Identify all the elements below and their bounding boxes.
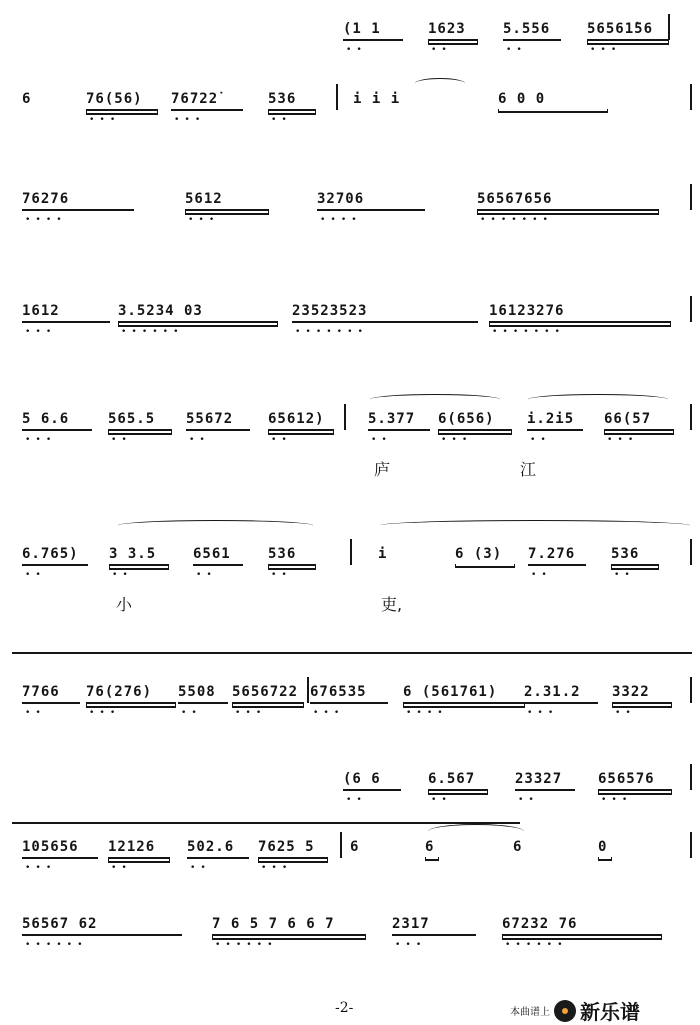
octave-dots: ••: [111, 435, 132, 445]
octave-dots: •••: [188, 215, 220, 225]
note-group: 7 6 5 7 6 6 7: [212, 915, 366, 936]
note-group: i: [378, 546, 388, 562]
note-group: 565.5: [108, 410, 172, 431]
score-line: [0, 190, 700, 225]
note-group: (1 1: [343, 20, 403, 41]
bar-line: [340, 832, 342, 858]
octave-dots: ••••••: [505, 940, 568, 950]
note-group: 502.6: [187, 838, 249, 859]
note-group: 76722̇: [171, 90, 243, 111]
note-group: 536: [611, 545, 659, 566]
slur-mark: [380, 520, 690, 531]
octave-dots: ••: [112, 570, 133, 580]
octave-dots: ••: [371, 435, 392, 445]
score-line: [0, 20, 700, 55]
note-group: 76276: [22, 190, 134, 211]
note-group: 76(56): [86, 90, 158, 111]
octave-dots: ••: [189, 435, 210, 445]
octave-dots: •••••••: [480, 215, 553, 225]
note-group: 6 0 0: [498, 90, 608, 109]
octave-dots: ••: [431, 795, 452, 805]
octave-dots: ••••: [406, 708, 448, 718]
octave-dots: ••••••: [215, 940, 278, 950]
note-group: 12126: [108, 838, 170, 859]
watermark-brand: 新乐谱: [580, 1000, 640, 1024]
score-line: [0, 302, 700, 337]
note-group: 7766: [22, 683, 80, 704]
note-group: i i i: [353, 91, 401, 107]
note-group: 5508: [178, 683, 228, 704]
octave-dots: •••: [261, 863, 293, 873]
slur-mark: [415, 78, 465, 89]
bar-line: [690, 296, 692, 322]
note-group: 3322: [612, 683, 672, 704]
note-group: 105656: [22, 838, 98, 859]
note-group: 1623: [428, 20, 478, 41]
score-line: [0, 915, 700, 950]
octave-dots: ••: [271, 115, 292, 125]
octave-dots: •••: [235, 708, 267, 718]
octave-dots: ••: [530, 435, 551, 445]
slur-mark: [118, 520, 313, 531]
note-group: 2317: [392, 915, 476, 936]
octave-dots: ••: [271, 570, 292, 580]
note-group: 7625 5: [258, 838, 328, 859]
octave-dots: ••••: [320, 215, 362, 225]
bar-line: [668, 14, 670, 40]
octave-dots: •••: [601, 795, 633, 805]
note-group: 56567656: [477, 190, 659, 211]
slur-mark: [370, 394, 500, 405]
note-group: 65612): [268, 410, 334, 431]
note-group: i.2i5: [527, 410, 583, 431]
octave-dots: ••: [25, 708, 46, 718]
octave-dots: ••: [615, 708, 636, 718]
note-group: 56567 62: [22, 915, 182, 936]
note-group: 6: [513, 839, 523, 855]
bar-line: [690, 832, 692, 858]
octave-dots: ••: [271, 435, 292, 445]
section-rule: [12, 652, 692, 654]
octave-dots: •••: [313, 708, 345, 718]
octave-dots: •••: [89, 708, 121, 718]
octave-dots: ••: [196, 570, 217, 580]
note-group: 5.556: [503, 20, 561, 41]
lyric-char: 吏,: [381, 595, 403, 614]
bar-line: [350, 539, 352, 565]
note-group: 6 (561761): [403, 683, 525, 704]
note-group: 2.31.2: [524, 683, 598, 704]
bar-line: [690, 404, 692, 430]
octave-dots: •••: [527, 708, 559, 718]
octave-dots: ••: [111, 863, 132, 873]
octave-dots: •••: [441, 435, 473, 445]
bar-line: [690, 677, 692, 703]
octave-dots: ••••••: [121, 327, 184, 337]
note-group: 5.377: [368, 410, 430, 431]
bar-line: [336, 84, 338, 110]
octave-dots: ••: [25, 570, 46, 580]
note-group: 6: [425, 838, 439, 857]
score-line: [0, 683, 700, 718]
note-group: 67232 76: [502, 915, 662, 936]
bar-line: [690, 84, 692, 110]
lyric-char: 江: [520, 460, 537, 479]
bar-line: [307, 677, 309, 703]
bar-line: [344, 404, 346, 430]
octave-dots: ••: [531, 570, 552, 580]
octave-dots: ••: [181, 708, 202, 718]
lyric-char: 庐: [374, 460, 391, 479]
octave-dots: ••: [190, 863, 211, 873]
note-group: 6(656): [438, 410, 512, 431]
score-line: [0, 770, 700, 805]
octave-dots: •••••••: [492, 327, 565, 337]
note-group: 6.765): [22, 545, 88, 566]
octave-dots: ••: [614, 570, 635, 580]
note-group: 76(276): [86, 683, 176, 704]
octave-dots: ••: [518, 795, 539, 805]
note-group: 23327: [515, 770, 575, 791]
score-line: [0, 838, 700, 873]
note-group: (6 6: [343, 770, 401, 791]
octave-dots: •••: [25, 327, 57, 337]
octave-dots: •••: [25, 863, 57, 873]
note-group: 5 6.6: [22, 410, 92, 431]
note-group: 32706: [317, 190, 425, 211]
bar-line: [690, 539, 692, 565]
note-group: 5656722: [232, 683, 304, 704]
note-group: 16123276: [489, 302, 671, 323]
section-rule: [12, 822, 520, 824]
note-group: 0: [598, 838, 612, 857]
octave-dots: •••: [590, 45, 622, 55]
lyric-char: 小: [116, 595, 133, 614]
note-group: 536: [268, 545, 316, 566]
note-group: 6 (3): [455, 545, 515, 564]
bar-line: [690, 184, 692, 210]
score-line: [0, 90, 700, 125]
note-group: 6.567: [428, 770, 488, 791]
octave-dots: ••: [346, 45, 367, 55]
note-group: 536: [268, 90, 316, 111]
note-group: 656576: [598, 770, 672, 791]
note-group: 55672: [186, 410, 250, 431]
note-group: 676535: [310, 683, 388, 704]
score-line: [0, 410, 700, 445]
octave-dots: •••: [89, 115, 121, 125]
record-icon: [554, 1000, 576, 1022]
note-group: 66(57: [604, 410, 674, 431]
slur-mark: [428, 824, 524, 839]
note-group: 6: [350, 839, 360, 855]
note-group: 5612: [185, 190, 269, 211]
page-number: -2-: [335, 1000, 354, 1016]
octave-dots: ••: [346, 795, 367, 805]
slur-mark: [528, 394, 668, 405]
octave-dots: ••••: [25, 215, 67, 225]
octave-dots: •••: [607, 435, 639, 445]
score-line: [0, 545, 700, 580]
octave-dots: •••: [395, 940, 427, 950]
note-group: 6: [22, 91, 32, 107]
note-group: 56561̇56: [587, 20, 669, 41]
watermark-prefix: 本曲谱上: [510, 1007, 550, 1018]
note-group: 3.5234 03: [118, 302, 278, 323]
watermark: [510, 996, 640, 1025]
octave-dots: •••••••: [295, 327, 368, 337]
note-group: 1612: [22, 302, 110, 323]
octave-dots: •••: [25, 435, 57, 445]
octave-dots: ••••••: [25, 940, 88, 950]
octave-dots: •••: [174, 115, 206, 125]
note-group: 6561: [193, 545, 243, 566]
octave-dots: ••: [506, 45, 527, 55]
note-group: 7.276: [528, 545, 586, 566]
octave-dots: ••: [431, 45, 452, 55]
note-group: 3 3.5: [109, 545, 169, 566]
bar-line: [690, 764, 692, 790]
note-group: 23523523: [292, 302, 478, 323]
